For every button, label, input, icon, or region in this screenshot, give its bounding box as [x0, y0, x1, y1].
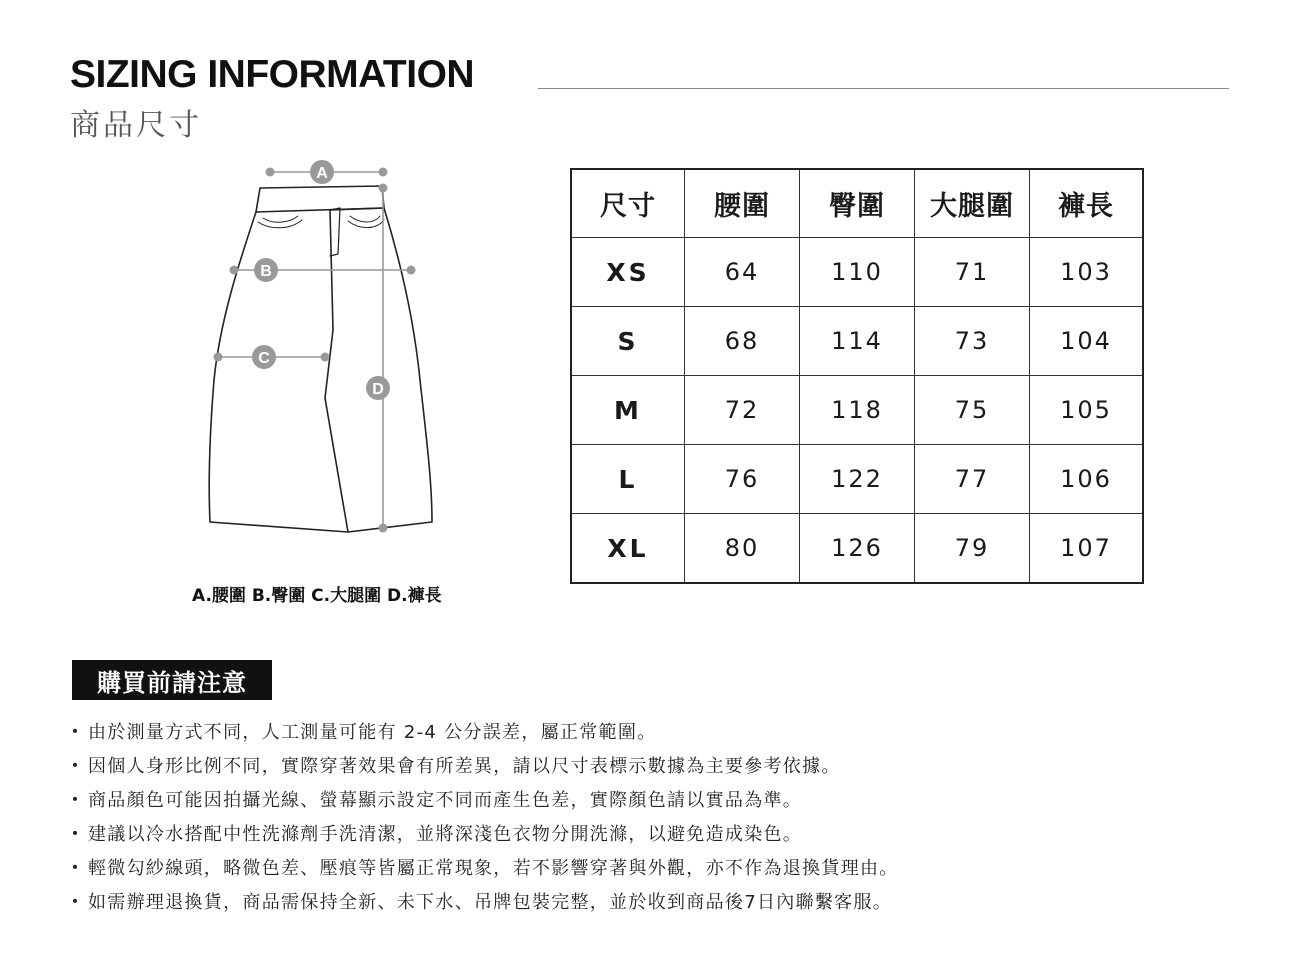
length-cell: 104	[1030, 307, 1144, 376]
table-header-row	[571, 169, 1143, 238]
waist-cell: 76	[685, 445, 800, 514]
header-size: 尺寸	[571, 169, 685, 238]
size-cell: M	[571, 376, 685, 445]
notice-text: 由於測量方式不同，人工測量可能有 2-4 公分誤差，屬正常範圍。	[88, 722, 657, 743]
list-item	[66, 886, 899, 920]
notice-text: 因個人身形比例不同，實際穿著效果會有所差異，請以尺寸表標示數據為主要參考依據。	[88, 756, 841, 777]
header-waist: 腰圍	[685, 169, 800, 238]
list-item	[66, 852, 899, 886]
size-cell: XL	[571, 514, 685, 584]
hip-cell: 118	[800, 376, 915, 445]
length-cell: 103	[1030, 238, 1144, 307]
hip-cell: 126	[800, 514, 915, 584]
notice-heading: 購買前請注意	[72, 660, 272, 700]
list-item	[66, 750, 899, 784]
pants-outline-icon	[209, 186, 432, 532]
notice-text: 建議以冷水搭配中性洗滌劑手洗清潔，並將深淺色衣物分開洗滌，以避免造成染色。	[88, 824, 803, 845]
measure-lines	[218, 172, 411, 528]
header-thigh: 大腿圍	[915, 169, 1030, 238]
length-cell: 106	[1030, 445, 1144, 514]
list-item	[66, 818, 899, 852]
table-row	[571, 238, 1143, 307]
hip-cell: 110	[800, 238, 915, 307]
thigh-cell: 79	[915, 514, 1030, 584]
size-table	[570, 168, 1144, 584]
notice-list	[66, 716, 899, 920]
bullet-icon: ・	[66, 892, 86, 913]
list-item	[66, 784, 899, 818]
table-row	[571, 307, 1143, 376]
waist-cell: 64	[685, 238, 800, 307]
svg-text:B: B	[260, 263, 272, 280]
size-cell: S	[571, 307, 685, 376]
waist-cell: 80	[685, 514, 800, 584]
notice-text: 輕微勾紗線頭，略微色差、壓痕等皆屬正常現象，若不影響穿著與外觀，亦不作為退換貨理由。	[88, 858, 899, 879]
length-cell: 107	[1030, 514, 1144, 584]
bullet-icon: ・	[66, 756, 86, 777]
length-cell: 105	[1030, 376, 1144, 445]
svg-text:A: A	[316, 165, 328, 182]
header-length: 褲長	[1030, 169, 1144, 238]
pants-diagram	[200, 150, 440, 550]
thigh-cell: 73	[915, 307, 1030, 376]
size-cell: XS	[571, 238, 685, 307]
marker-c	[252, 345, 276, 369]
title-divider	[538, 88, 1229, 89]
svg-text:C: C	[258, 350, 270, 367]
table-row	[571, 445, 1143, 514]
diagram-legend: A.腰圍 B.臀圍 C.大腿圍 D.褲長	[192, 586, 442, 606]
marker-a	[310, 160, 334, 184]
hip-cell: 114	[800, 307, 915, 376]
marker-d	[366, 376, 390, 400]
table-row	[571, 376, 1143, 445]
thigh-cell: 75	[915, 376, 1030, 445]
thigh-cell: 71	[915, 238, 1030, 307]
page-subtitle: 商品尺寸	[70, 108, 202, 143]
bullet-icon: ・	[66, 824, 86, 845]
bullet-icon: ・	[66, 858, 86, 879]
svg-text:D: D	[372, 381, 384, 398]
marker-b	[254, 258, 278, 282]
notice-text: 商品顏色可能因拍攝光線、螢幕顯示設定不同而產生色差，實際顏色請以實品為準。	[88, 790, 803, 811]
size-cell: L	[571, 445, 685, 514]
table-row	[571, 514, 1143, 584]
waist-cell: 72	[685, 376, 800, 445]
waist-cell: 68	[685, 307, 800, 376]
page-title: SIZING INFORMATION	[70, 53, 475, 96]
header-hip: 臀圍	[800, 169, 915, 238]
measure-dots	[214, 168, 416, 533]
notice-text: 如需辦理退換貨，商品需保持全新、未下水、吊牌包裝完整，並於收到商品後7日內聯繫客服。	[88, 892, 893, 913]
bullet-icon: ・	[66, 790, 86, 811]
thigh-cell: 77	[915, 445, 1030, 514]
bullet-icon: ・	[66, 722, 86, 743]
hip-cell: 122	[800, 445, 915, 514]
list-item	[66, 716, 899, 750]
